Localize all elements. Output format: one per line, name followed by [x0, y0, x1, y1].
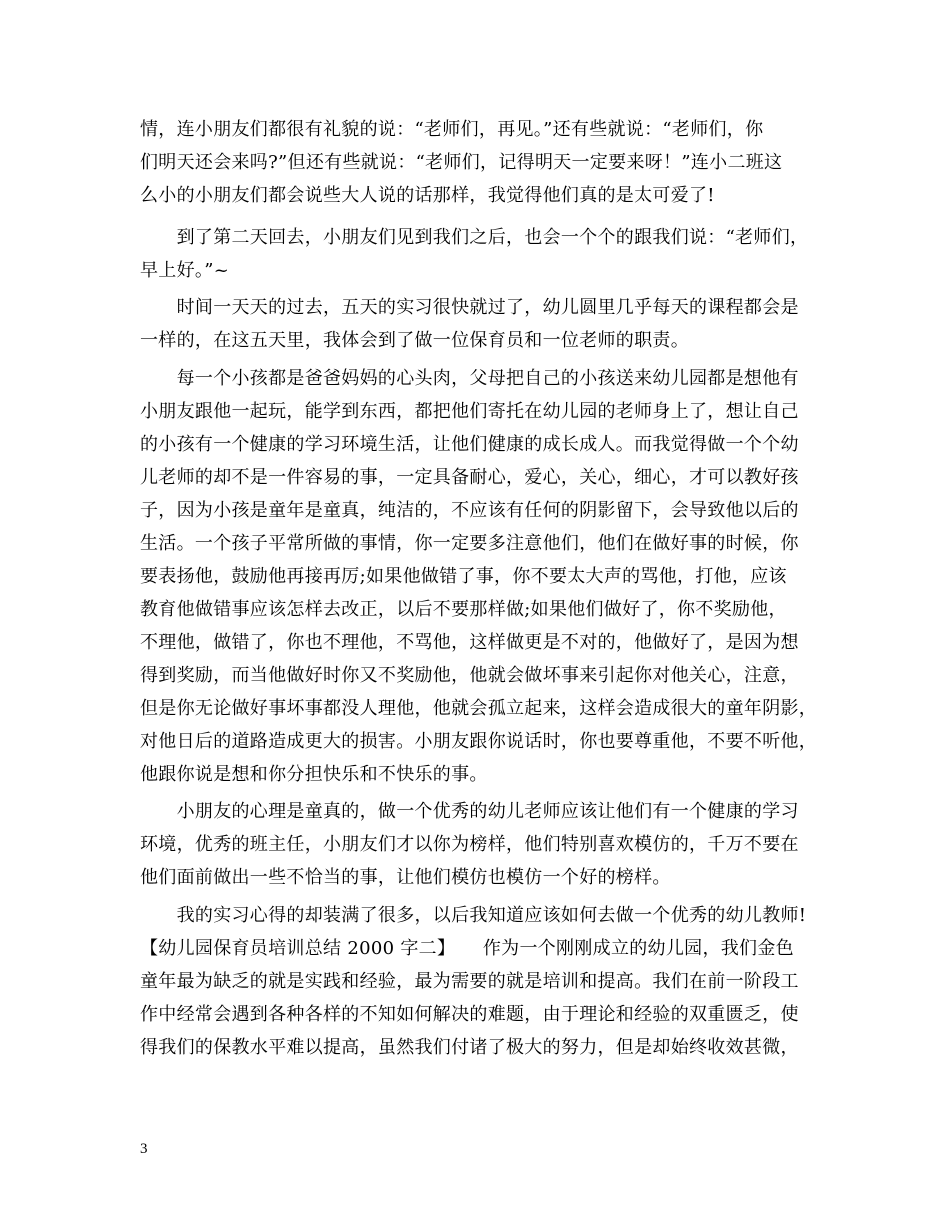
- page-number: 3: [140, 1141, 148, 1157]
- text-line: 他跟你说是想和你分担快乐和不快乐的事。: [140, 764, 488, 785]
- text-line: 的小孩有一个健康的学习环境生活，让他们健康的成长成人。而我觉得做一个个幼: [140, 434, 799, 455]
- text-line: 儿老师的却不是一件容易的事，一定具备耐心，爱心，关心，细心，才可以教好孩: [140, 467, 799, 488]
- text-line: 生活。一个孩子平常所做的事情，你一定要多注意他们，他们在做好事的时候，你: [140, 533, 799, 554]
- text-line: 他们面前做出一些不恰当的事，让他们模仿也模仿一个好的榜样。: [140, 867, 671, 888]
- text-line: 我的实习心得的却装满了很多，以后我知道应该如何去做一个优秀的幼儿教师!: [140, 905, 807, 926]
- text-line: 到了第二天回去，小朋友们见到我们之后，也会一个个的跟我们说：“老师们，: [140, 227, 809, 248]
- text-line: 得我们的保教水平难以提高，虽然我们付诸了极大的努力，但是却始终收效甚微，: [140, 1037, 799, 1058]
- text-line: 教育他做错事应该怎样去改正，以后不要那样做;如果他们做好了，你不奖励他，: [140, 599, 787, 620]
- text-line: 不理他，做错了，你也不理他，不骂他，这样做更是不对的，他做好了，是因为想: [140, 632, 799, 653]
- text-line: 但是你无论做好事坏事都没人理他，他就会孤立起来，这样会造成很大的童年阴影，: [140, 698, 818, 719]
- text-line: 一样的，在这五天里，我体会到了做一位保育员和一位老师的职责。: [140, 330, 689, 351]
- text-line: 得到奖励，而当他做好时你又不奖励他，他就会做坏事来引起你对他关心，注意，: [140, 665, 799, 686]
- text-line: 童年最为缺乏的就是实践和经验，最为需要的就是培训和提高。我们在前一阶段工: [140, 971, 799, 992]
- text-line: 作中经常会遇到各种各样的不知如何解决的难题，由于理论和经验的双重匮乏，使: [140, 1004, 799, 1025]
- text-line: 对他日后的道路造成更大的损害。小朋友跟你说话时，你也要尊重他，不要不听他，: [140, 731, 818, 752]
- text-line: 环境，优秀的班主任，小朋友们才以你为榜样，他们特别喜欢模仿的，千万不要在: [140, 834, 799, 855]
- text-line: 子，因为小孩是童年是童真，纯洁的，不应该有任何的阴影留下，会导致他以后的: [140, 500, 799, 521]
- text-line: 小朋友的心理是童真的，做一个优秀的幼儿老师应该让他们有一个健康的学习: [140, 801, 799, 822]
- text-line: 早上好。”~: [140, 260, 230, 281]
- text-line: 要表扬他，鼓励他再接再厉;如果他做错了事，你不要太大声的骂他，打他，应该: [140, 566, 787, 587]
- text-line: 情，连小朋友们都很有礼貌的说：“老师们，再见。”还有些就说：“老师们，你: [140, 119, 764, 140]
- text-line: 小朋友跟他一起玩，能学到东西，都把他们寄托在幼儿园的老师身上了，想让自己: [140, 401, 799, 422]
- text-line: 时间一天天的过去，五天的实习很快就过了，幼儿圆里几乎每天的课程都会是: [140, 297, 799, 318]
- section-heading-line: 【幼儿园保育员培训总结 2000 字二】 作为一个刚刚成立的幼儿园，我们金色: [140, 938, 794, 959]
- text-line: 么小的小朋友们都会说些大人说的话那样，我觉得他们真的是太可爱了!: [140, 185, 715, 206]
- text-line: 每一个小孩都是爸爸妈妈的心头肉，父母把自己的小孩送来幼儿园都是想他有: [140, 368, 799, 389]
- text-line: 们明天还会来吗?”但还有些就说：“老师们，记得明天一定要来呀！”连小二班这: [140, 152, 783, 173]
